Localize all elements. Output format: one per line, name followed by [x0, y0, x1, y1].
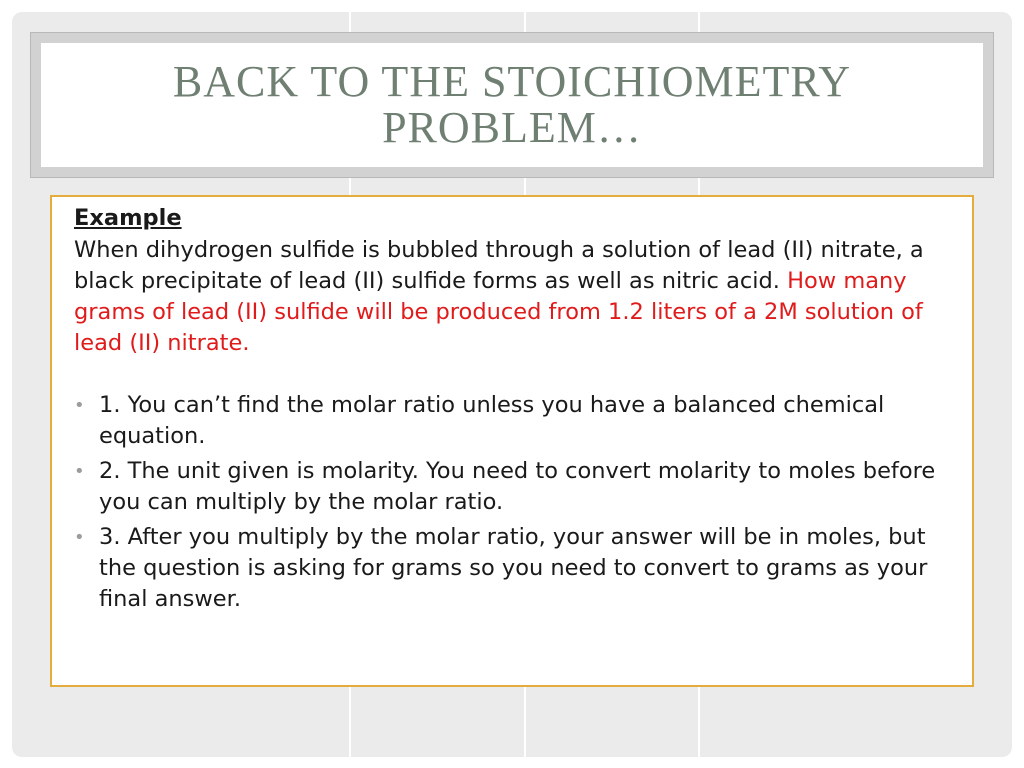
example-heading: Example: [74, 205, 182, 231]
content-box: [50, 195, 974, 687]
bullet-icon: •: [74, 461, 85, 482]
list-item-text: 1. You can’t find the molar ratio unless you have a balanced chemical equation.: [99, 392, 885, 449]
slide-title-line-2: PROBLEM…: [382, 103, 642, 152]
list-item: [74, 390, 952, 452]
spacer: [74, 359, 952, 390]
title-frame: [30, 32, 994, 178]
bullet-icon: •: [74, 395, 85, 416]
title-box: [41, 43, 983, 167]
slide-title-line-1: BACK TO THE STOICHIOMETRY: [172, 57, 852, 106]
bullet-list: [74, 390, 952, 615]
problem-statement: [74, 235, 952, 359]
problem-question: How many grams of lead (II) sulfide will be produced from 1.2 liters of a 2M solution of lead (II) nitrate.: [74, 268, 923, 356]
list-item-text: 3. After you multiply by the molar ratio, your answer will be in moles, but the question is asking for grams so you need to convert to grams as your final answer.: [99, 524, 928, 612]
problem-text: When dihydrogen sulfide is bubbled through a solution of lead (II) nitrate, a black precipitate of lead (II) sulfide forms as well as nitric acid.: [74, 237, 924, 294]
list-item: [74, 456, 952, 518]
list-item-text: 2. The unit given is molarity. You need to convert molarity to moles before you can multiply by the molar ratio.: [99, 458, 936, 515]
slide: [12, 12, 1012, 757]
bullet-icon: •: [74, 527, 85, 548]
list-item: [74, 522, 952, 615]
